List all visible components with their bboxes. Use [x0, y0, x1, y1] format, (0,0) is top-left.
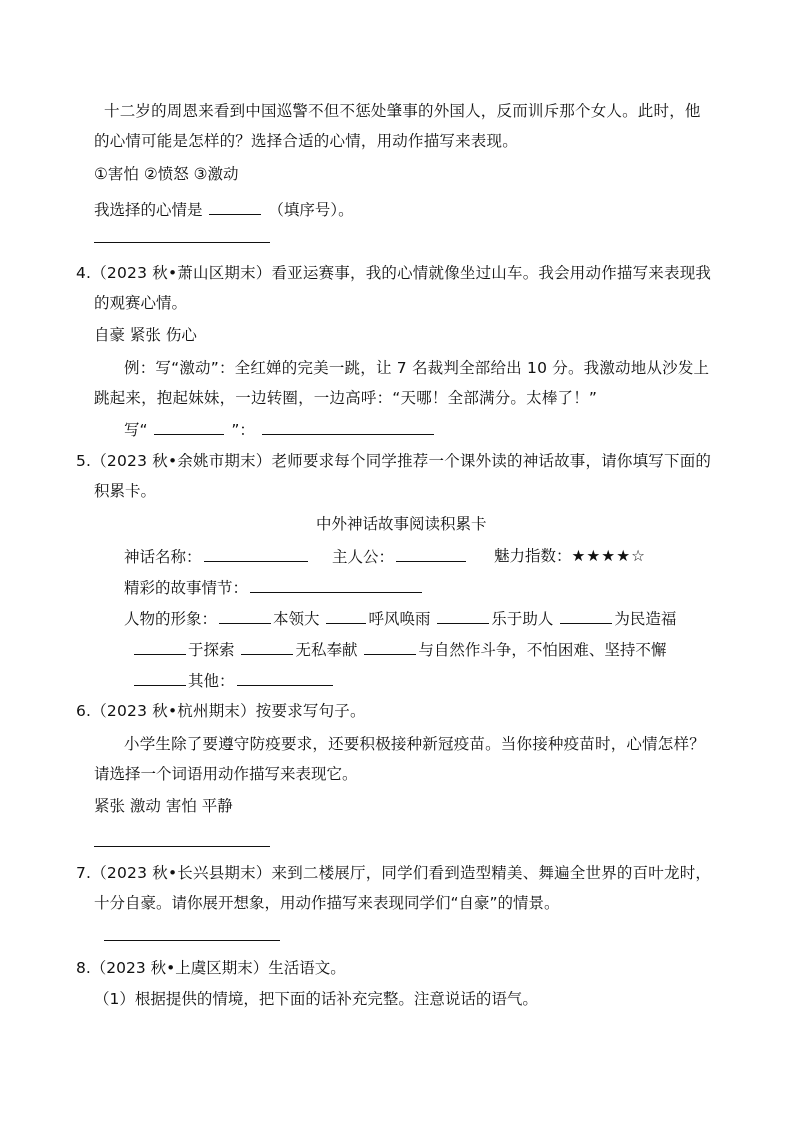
trait-blank-1[interactable]	[219, 607, 271, 624]
card-row-name	[124, 545, 310, 568]
q8-line1: 8.（2023 秋•上虞区期末）生活语文。	[76, 959, 346, 977]
other-blank[interactable]	[237, 669, 333, 686]
trait-blank-8[interactable]	[134, 669, 186, 686]
card-row-image-3	[132, 669, 335, 692]
q6-line2: 小学生除了要遵守防疫要求，还要积极接种新冠疫苗。当你接种疫苗时，心情怎样？	[124, 735, 705, 753]
trait-2: 呼风唤雨	[368, 610, 431, 628]
trait-7: 与自然作斗争，不怕困难、坚持不懈	[418, 641, 667, 659]
q3-choice	[94, 198, 354, 221]
myth-name-blank[interactable]	[204, 545, 308, 562]
q5-line2: 积累卡。	[94, 482, 157, 500]
trait-blank-6[interactable]	[241, 638, 293, 655]
trait-blank-7[interactable]	[364, 638, 416, 655]
q4-write	[124, 418, 436, 441]
q4-line1: 4.（2023 秋•萧山区期末）看亚运赛事，我的心情就像坐过山车。我会用动作描写来表现我	[76, 264, 712, 282]
q4-mood-blank[interactable]	[154, 418, 224, 435]
q4-write-mid: ”：	[231, 421, 255, 439]
plot-blank[interactable]	[250, 576, 422, 593]
trait-4: 为民造福	[614, 610, 677, 628]
q7-line1: 7.（2023 秋•长兴县期末）来到二楼展厅，同学们看到造型精美、舞遍全世界的百叶龙时，	[76, 864, 712, 882]
hero-blank[interactable]	[396, 545, 466, 562]
charm-label: 魅力指数：	[494, 547, 572, 565]
trait-blank-4[interactable]	[560, 607, 612, 624]
q6-line3: 请选择一个词语用动作描写来表现它。	[94, 765, 358, 783]
q5-line1: 5.（2023 秋•余姚市期末）老师要求每个同学推荐一个课外读的神话故事，请你填写下面的	[76, 452, 712, 470]
plot-label: 精彩的故事情节：	[124, 579, 249, 597]
trait-5: 于探索	[188, 641, 235, 659]
hero-label: 主人公：	[332, 548, 395, 566]
q7-line2: 十分自豪。请你展开想象，用动作描写来表现同学们“自豪”的情景。	[94, 894, 560, 912]
q3-line2: 的心情可能是怎样的？选择合适的心情，用动作描写来表现。	[94, 132, 518, 150]
q3-choice-blank[interactable]	[209, 198, 261, 215]
q4-words: 自豪 紧张 伤心	[94, 326, 197, 344]
q4-answer-blank[interactable]	[262, 418, 434, 435]
charm-stars: ★★★★☆	[571, 547, 646, 565]
q4-line2: 的观赛心情。	[94, 294, 188, 312]
trait-blank-2[interactable]	[326, 607, 366, 624]
trait-3: 乐于助人	[491, 610, 554, 628]
q6-line1: 6.（2023 秋•杭州期末）按要求写句子。	[76, 702, 366, 720]
trait-1: 本领大	[273, 610, 320, 628]
q8-line2: （1）根据提供的情境，把下面的话补充完整。注意说话的语气。	[94, 990, 538, 1008]
card-row-image-1	[124, 607, 676, 630]
q3-options: ①害怕 ②愤怒 ③激动	[94, 165, 239, 183]
q4-example-line1: 例：写“激动”：全红婵的完美一跳，让 7 名裁判全部给出 10 分。我激动地从沙发上	[124, 359, 710, 377]
card-row-hero	[332, 545, 468, 568]
trait-6: 无私奉献	[295, 641, 358, 659]
q4-write-prefix: 写“	[124, 421, 148, 439]
card-row-plot	[124, 576, 424, 599]
trait-blank-5[interactable]	[134, 638, 186, 655]
image-label: 人物的形象：	[124, 610, 218, 628]
q3-answer-line[interactable]	[94, 242, 270, 243]
q3-choice-prefix: 我选择的心情是	[94, 201, 203, 219]
q3-line1: 十二岁的周恩来看到中国巡警不但不惩处肇事的外国人，反而训斥那个女人。此时，他	[104, 102, 701, 120]
q6-answer-line[interactable]	[94, 846, 270, 847]
q3-choice-suffix: （填序号）。	[268, 201, 354, 219]
card-title: 中外神话故事阅读积累卡	[316, 515, 487, 533]
q4-example-line2: 跳起来，抱起妹妹，一边转圈，一边高呼：“天哪！全部满分。太棒了！”	[94, 389, 598, 407]
myth-name-label: 神话名称：	[124, 548, 202, 566]
trait-blank-3[interactable]	[437, 607, 489, 624]
q7-answer-line[interactable]	[104, 940, 280, 941]
card-row-charm	[494, 545, 646, 567]
trait-8: 其他：	[188, 672, 235, 690]
q6-words: 紧张 激动 害怕 平静	[94, 797, 233, 815]
card-row-image-2	[132, 638, 666, 661]
